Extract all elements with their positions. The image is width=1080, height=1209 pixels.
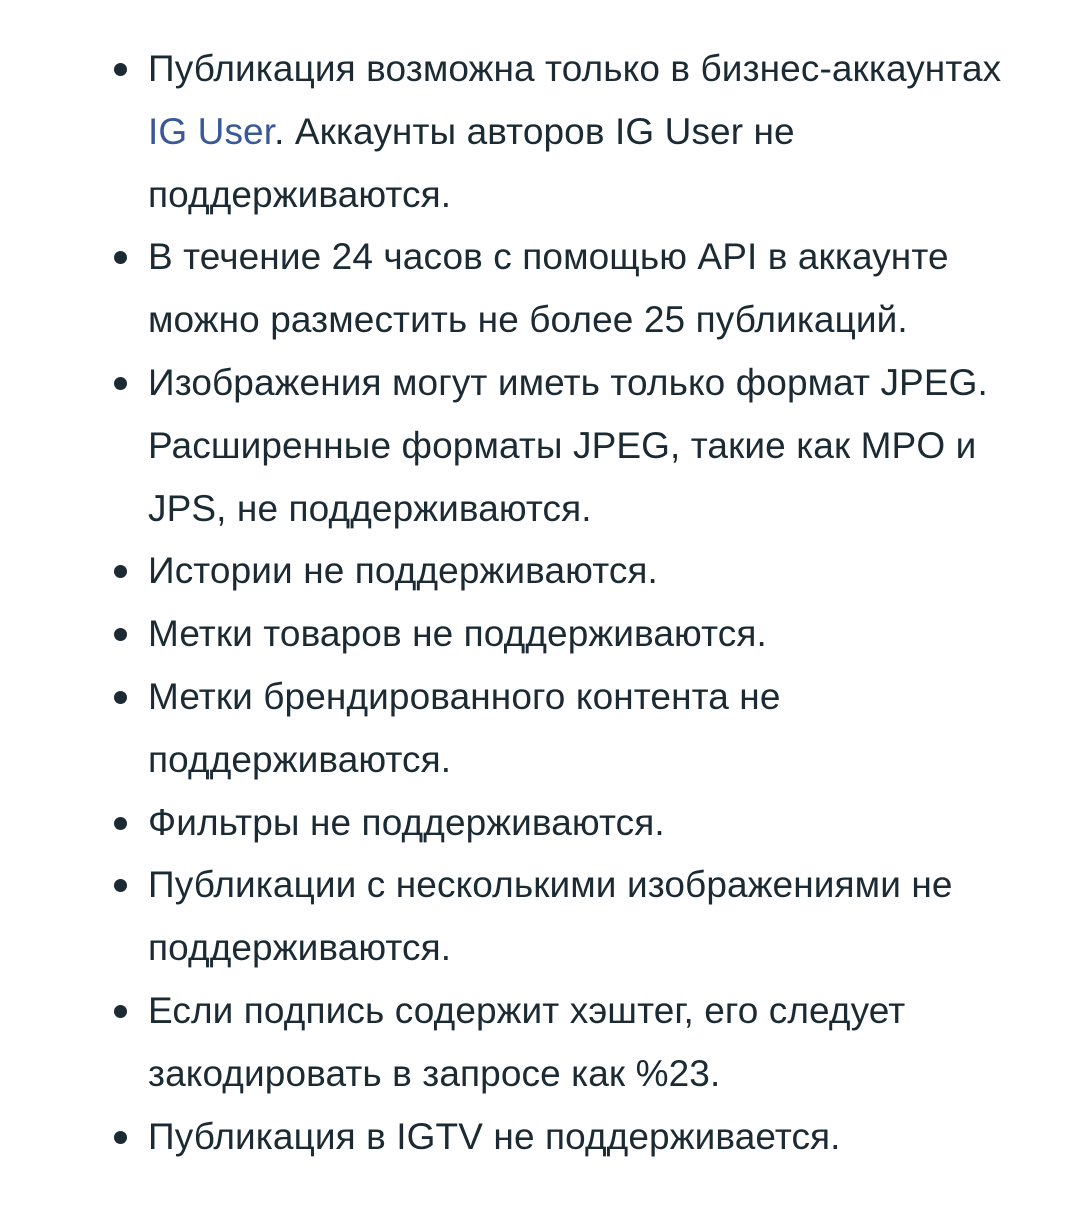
list-item <box>0 980 1080 1106</box>
list-item <box>0 792 1080 855</box>
list-item <box>0 352 1080 540</box>
bullet-icon <box>114 63 127 76</box>
bullet-icon <box>114 628 127 641</box>
list-item-text: Изображения могут иметь только формат JPEG. Расширенные форматы JPEG, такие как MPO и JPS, не поддерживаются. <box>148 361 988 529</box>
list-item-text: Если подпись содержит хэштег, его следует закодировать в запросе как %23. <box>148 989 906 1094</box>
bullet-icon <box>114 691 127 704</box>
list-item-text: Метки товаров не поддерживаются. <box>148 613 767 655</box>
list-item <box>0 226 1080 352</box>
list-item <box>0 854 1080 980</box>
document-body <box>0 38 1080 1168</box>
bullet-icon <box>114 565 127 578</box>
list-item <box>0 38 1080 226</box>
bullet-icon <box>114 817 127 830</box>
list-item-text: . Аккаунты авторов IG User не поддерживаются. <box>148 110 795 215</box>
bullet-icon <box>114 1005 127 1018</box>
list-item-text: Публикация в IGTV не поддерживается. <box>148 1115 841 1157</box>
list-item-text: Публикации с несколькими изображениями не поддерживаются. <box>148 864 953 969</box>
list-item <box>0 1106 1080 1169</box>
list-item-text: Публикация возможна только в бизнес-аккаунтах <box>148 48 1002 89</box>
list-item-text: Метки брендированного контента не поддерживаются. <box>148 675 781 780</box>
list-item <box>0 540 1080 603</box>
bullet-icon <box>114 1131 127 1144</box>
bullet-icon <box>114 377 127 390</box>
list-item <box>0 603 1080 666</box>
bullet-icon <box>114 251 127 264</box>
list-item-text: Фильтры не поддерживаются. <box>148 801 665 843</box>
bullet-icon <box>114 879 127 892</box>
ig-user-link[interactable]: IG User <box>148 110 275 152</box>
list-item-text: Истории не поддерживаются. <box>148 550 658 592</box>
list-item <box>0 666 1080 792</box>
limitations-list <box>0 38 1080 1168</box>
list-item-text: В течение 24 часов с помощью API в аккаунте можно разместить не более 25 публикаций. <box>148 236 949 341</box>
